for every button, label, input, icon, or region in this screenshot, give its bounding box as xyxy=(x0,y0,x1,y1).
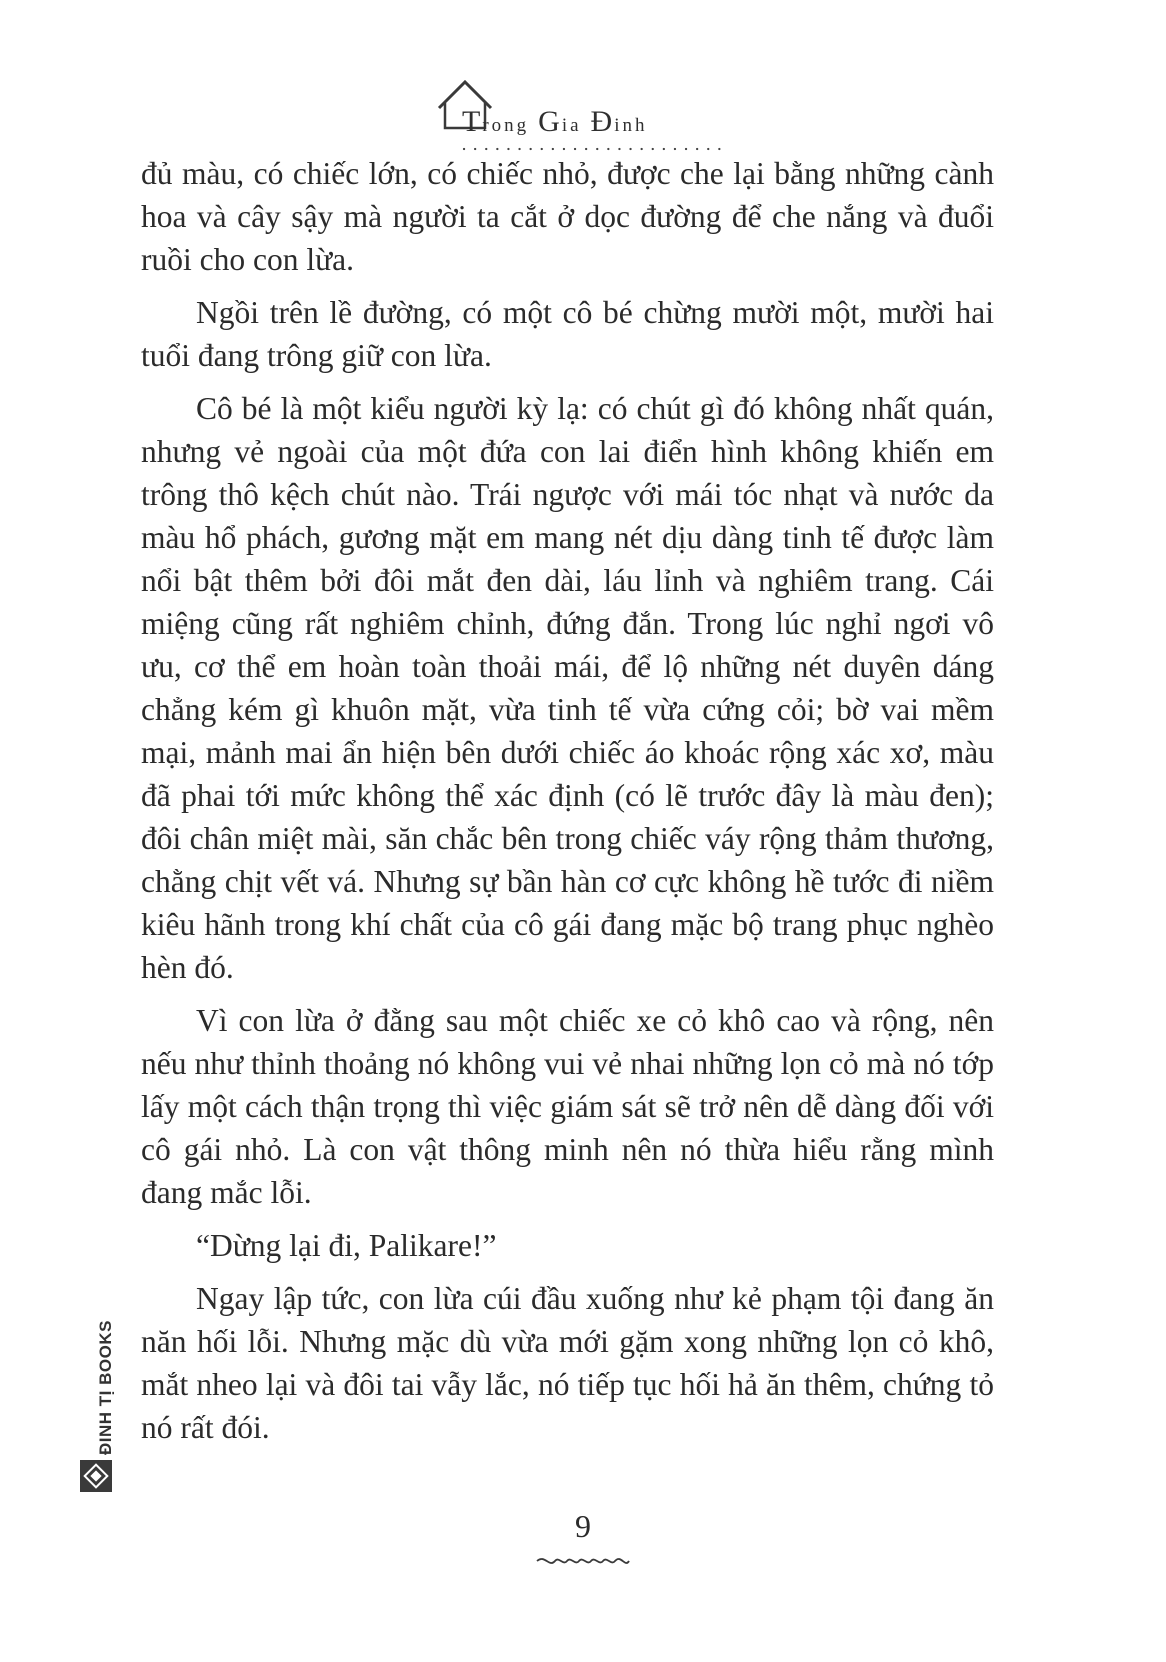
paragraph: “Dừng lại đi, Palikare!” xyxy=(196,1228,497,1263)
publisher-name: ĐINH TỊ BOOKS xyxy=(96,1320,115,1455)
header-title-part xyxy=(529,107,538,138)
body-text xyxy=(141,152,994,1459)
header-title-part xyxy=(582,107,591,138)
publisher-logo-icon xyxy=(80,1460,112,1492)
flourish-ornament-icon xyxy=(535,1552,631,1570)
paragraph: Ngay lập tức, con lừa cúi đầu xuống như kẻ phạm tội đang ăn năn hối lỗi. Nhưng mặc dù vừa mới gặm xong những lọn cỏ khô, mắt nheo lại và đôi tai vẫy lắc, nó tiếp tục hối hả ăn thêm, chứng tỏ nó rất đói. xyxy=(141,1281,994,1445)
header-title-part: rong xyxy=(482,115,530,136)
paragraph: Cô bé là một kiểu người kỳ lạ: có chút gì đó không nhất quán, nhưng vẻ ngoài của một đứa con lai điển hình không khiến em trông thô kệch chút nào. Trái ngược với mái tóc nhạt và nước da màu hổ phách, gương mặt em mang nét dịu dàng tinh tế được làm nổi bật thêm bởi đôi mắt đen dài, láu lỉnh và nghiêm trang. Cái miệng cũng rất nghiêm chỉnh, đứng đắn. Trong lúc nghỉ ngơi vô ưu, cơ thể em hoàn toàn thoải mái, để lộ những nét duyên dáng chẳng kém gì khuôn mặt, vừa tinh tế vừa cứng cỏi; bờ vai mềm mại, mảnh mai ẩn hiện bên dưới chiếc áo khoác rộng xác xơ, màu đã phai tới mức không thể xác định (có lẽ trước đây là màu đen); đôi chân miệt mài, săn chắc bên trong chiếc váy rộng thảm thương, chằng chịt vết vá. Nhưng sự bần hàn cơ cực không hề tước đi niềm kiêu hãnh trong khí chất của cô gái đang mặc bộ trang phục nghèo hèn đó. xyxy=(141,391,994,985)
header-title xyxy=(462,105,648,139)
header-title-part: Đ xyxy=(590,105,615,138)
header-title-part: ia xyxy=(561,115,582,136)
running-header xyxy=(0,78,1166,148)
paragraph: Vì con lừa ở đằng sau một chiếc xe cỏ khô cao và rộng, nên nếu như thỉnh thoảng nó không vui vẻ nhai những lọn cỏ mà nó tớp lấy một cách thận trọng thì việc giám sát sẽ trở nên dễ dàng đối với cô gái nhỏ. Là con vật thông minh nên nó thừa hiểu rằng mình đang mắc lỗi. xyxy=(141,1003,994,1210)
header-title-part: G xyxy=(538,105,562,138)
page-number: 9 xyxy=(575,1508,591,1544)
paragraph: đủ màu, có chiếc lớn, có chiếc nhỏ, được che lại bằng những cành hoa và cây sậy mà người ta cắt ở dọc đường để che nắng và đuổi ruồi cho con lừa. xyxy=(141,156,994,277)
header-title-part: T xyxy=(462,105,483,138)
paragraph: Ngồi trên lề đường, có một cô bé chừng mười một, mười hai tuổi đang trông giữ con lừa. xyxy=(141,295,994,373)
header-title-part: inh xyxy=(614,115,648,136)
